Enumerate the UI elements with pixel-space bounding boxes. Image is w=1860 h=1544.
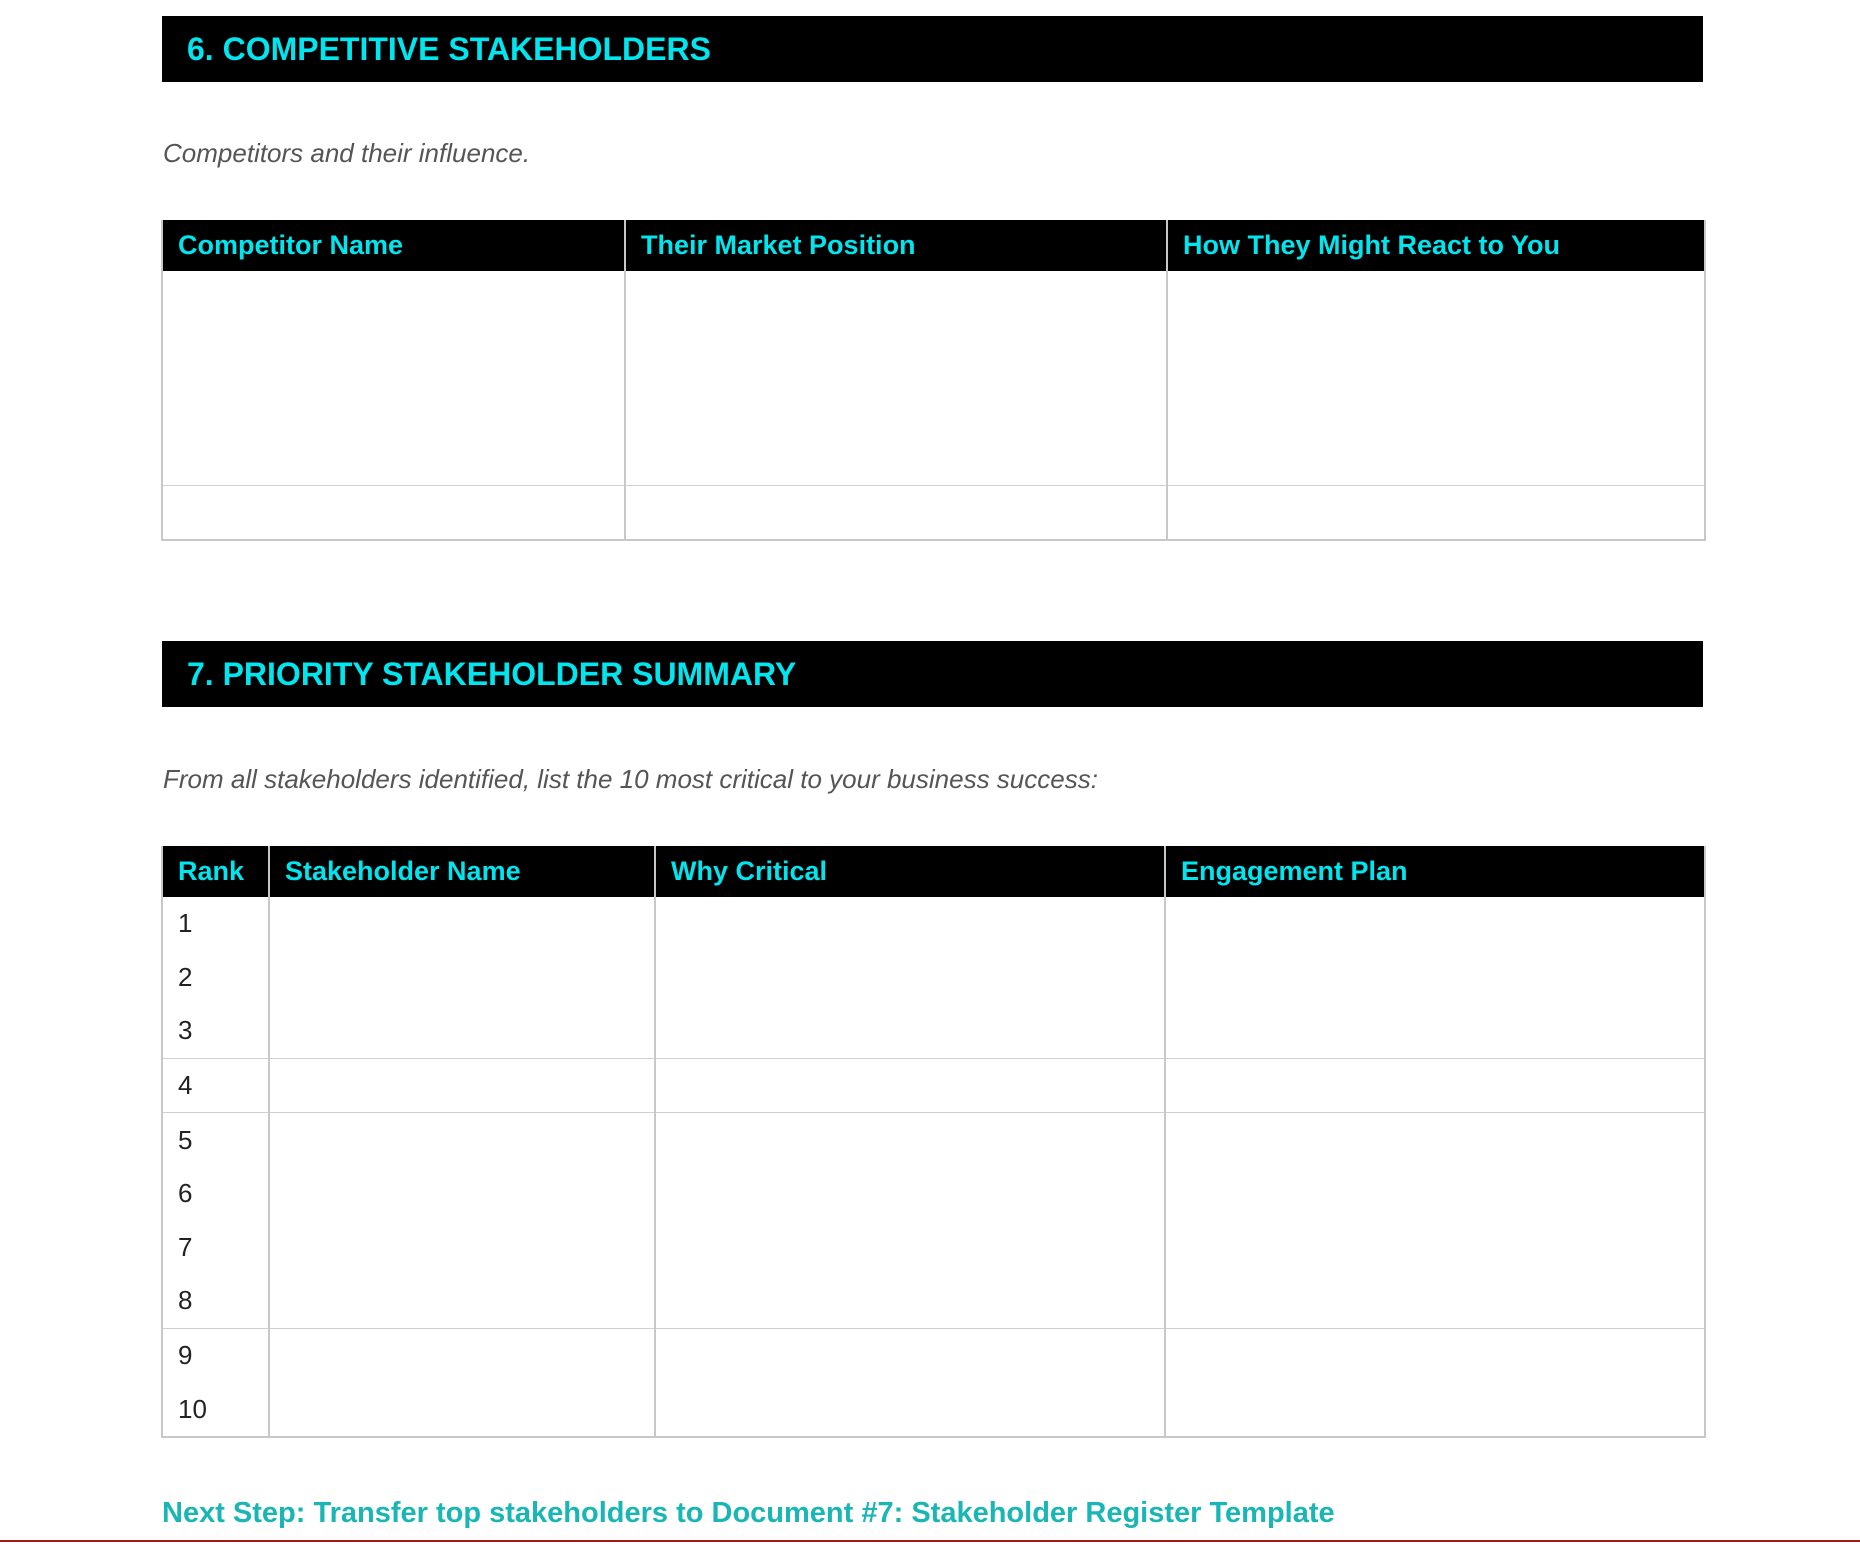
table-row bbox=[162, 1167, 1705, 1221]
why-critical-cell[interactable] bbox=[655, 1328, 1165, 1382]
stakeholder-name-cell[interactable] bbox=[269, 1274, 655, 1328]
rank-cell: 5 bbox=[162, 1113, 269, 1167]
stakeholder-name-cell[interactable] bbox=[269, 1382, 655, 1437]
reaction-cell[interactable] bbox=[1167, 486, 1705, 541]
column-header-stakeholder-name: Stakeholder Name bbox=[269, 846, 655, 897]
page-bottom-rule bbox=[0, 1540, 1860, 1542]
stakeholder-name-cell[interactable] bbox=[269, 1004, 655, 1058]
rank-cell: 1 bbox=[162, 897, 269, 951]
section-description-competitive: Competitors and their influence. bbox=[163, 138, 531, 168]
competitor-name-cell[interactable] bbox=[162, 486, 625, 541]
stakeholder-name-cell[interactable] bbox=[269, 1221, 655, 1275]
why-critical-cell[interactable] bbox=[655, 897, 1165, 951]
why-critical-cell[interactable] bbox=[655, 1167, 1165, 1221]
engagement-plan-cell[interactable] bbox=[1165, 1274, 1705, 1328]
stakeholder-name-cell[interactable] bbox=[269, 1167, 655, 1221]
why-critical-cell[interactable] bbox=[655, 1058, 1165, 1113]
rank-cell: 2 bbox=[162, 951, 269, 1005]
table-row bbox=[162, 1221, 1705, 1275]
column-header-engagement-plan: Engagement Plan bbox=[1165, 846, 1705, 897]
rank-cell: 3 bbox=[162, 1004, 269, 1058]
column-header-competitor-name: Competitor Name bbox=[162, 220, 625, 271]
why-critical-cell[interactable] bbox=[655, 1004, 1165, 1058]
engagement-plan-cell[interactable] bbox=[1165, 1058, 1705, 1113]
column-header-market-position: Their Market Position bbox=[625, 220, 1167, 271]
table-row bbox=[162, 1113, 1705, 1167]
section-description-priority: From all stakeholders identified, list the 10 most critical to your business success: bbox=[163, 764, 1098, 794]
table-header-row bbox=[162, 846, 1705, 897]
why-critical-cell[interactable] bbox=[655, 951, 1165, 1005]
market-position-cell[interactable] bbox=[625, 486, 1167, 541]
section-heading-competitive-stakeholders: 6. COMPETITIVE STAKEHOLDERS bbox=[162, 16, 1703, 82]
competitor-name-cell[interactable] bbox=[162, 271, 625, 486]
stakeholder-name-cell[interactable] bbox=[269, 1058, 655, 1113]
competitive-stakeholders-table bbox=[161, 220, 1706, 541]
priority-stakeholders-table bbox=[161, 846, 1706, 1438]
stakeholder-name-cell[interactable] bbox=[269, 897, 655, 951]
engagement-plan-cell[interactable] bbox=[1165, 1004, 1705, 1058]
market-position-cell[interactable] bbox=[625, 271, 1167, 486]
stakeholder-name-cell[interactable] bbox=[269, 1113, 655, 1167]
rank-cell: 7 bbox=[162, 1221, 269, 1275]
rank-cell: 8 bbox=[162, 1274, 269, 1328]
column-header-why-critical: Why Critical bbox=[655, 846, 1165, 897]
section-heading-priority-stakeholder-summary: 7. PRIORITY STAKEHOLDER SUMMARY bbox=[162, 641, 1703, 707]
table-row bbox=[162, 1274, 1705, 1328]
table-row bbox=[162, 1004, 1705, 1058]
stakeholder-name-cell[interactable] bbox=[269, 951, 655, 1005]
table-row bbox=[162, 1382, 1705, 1437]
engagement-plan-cell[interactable] bbox=[1165, 1328, 1705, 1382]
table-row bbox=[162, 951, 1705, 1005]
why-critical-cell[interactable] bbox=[655, 1221, 1165, 1275]
rank-cell: 10 bbox=[162, 1382, 269, 1437]
engagement-plan-cell[interactable] bbox=[1165, 1382, 1705, 1437]
next-step-note: Next Step: Transfer top stakeholders to Document #7: Stakeholder Register Template bbox=[162, 1497, 1335, 1529]
engagement-plan-cell[interactable] bbox=[1165, 1167, 1705, 1221]
table-header-row bbox=[162, 220, 1705, 271]
table-row bbox=[162, 897, 1705, 951]
table-row bbox=[162, 486, 1705, 541]
engagement-plan-cell[interactable] bbox=[1165, 951, 1705, 1005]
why-critical-cell[interactable] bbox=[655, 1113, 1165, 1167]
table-row bbox=[162, 1328, 1705, 1382]
stakeholder-name-cell[interactable] bbox=[269, 1328, 655, 1382]
column-header-rank: Rank bbox=[162, 846, 269, 897]
why-critical-cell[interactable] bbox=[655, 1382, 1165, 1437]
why-critical-cell[interactable] bbox=[655, 1274, 1165, 1328]
rank-cell: 4 bbox=[162, 1058, 269, 1113]
rank-cell: 9 bbox=[162, 1328, 269, 1382]
engagement-plan-cell[interactable] bbox=[1165, 1113, 1705, 1167]
engagement-plan-cell[interactable] bbox=[1165, 1221, 1705, 1275]
engagement-plan-cell[interactable] bbox=[1165, 897, 1705, 951]
table-row bbox=[162, 1058, 1705, 1113]
column-header-reaction: How They Might React to You bbox=[1167, 220, 1705, 271]
reaction-cell[interactable] bbox=[1167, 271, 1705, 486]
rank-cell: 6 bbox=[162, 1167, 269, 1221]
table-row bbox=[162, 271, 1705, 486]
